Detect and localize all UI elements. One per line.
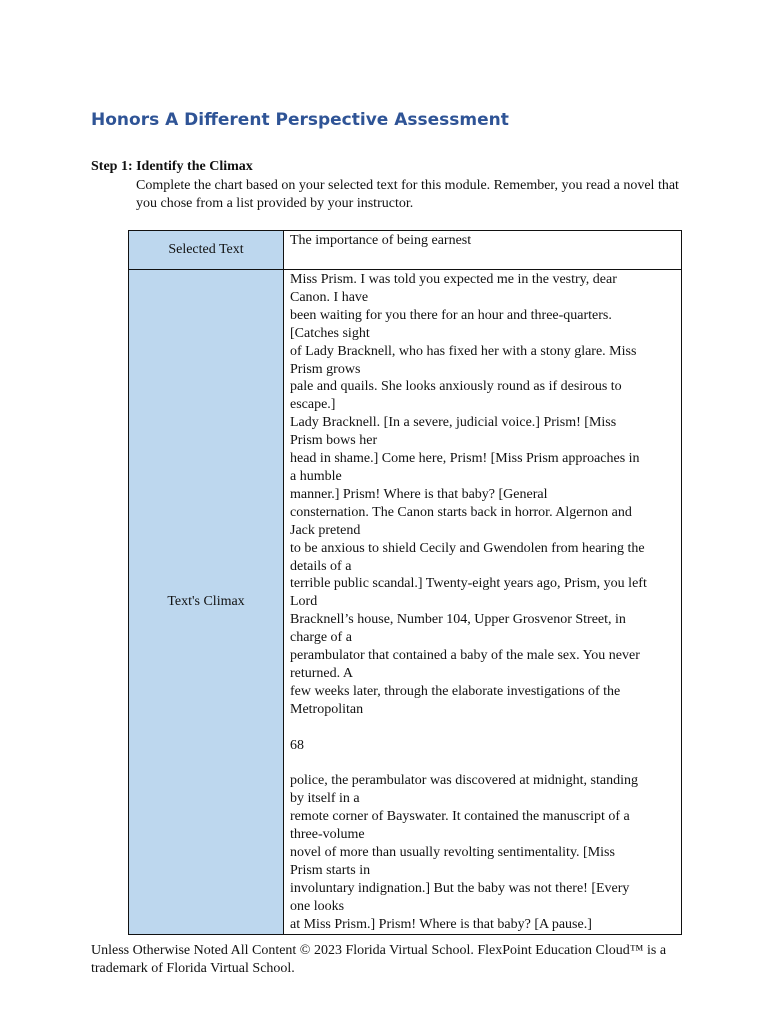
climax-text-line <box>290 719 677 737</box>
climax-text-line: details of a <box>290 558 352 574</box>
climax-text-line: one looks <box>290 898 345 914</box>
climax-text-line: escape.] <box>290 397 336 413</box>
climax-chart <box>128 230 682 935</box>
climax-text-line: Lord <box>290 594 318 610</box>
selected-text-label: Selected Text <box>129 231 284 270</box>
climax-text-line: Bracknell’s house, Number 104, Upper Grosvenor Street, in <box>290 612 626 628</box>
climax-row <box>129 270 682 935</box>
footer-copyright: Unless Otherwise Noted All Content © 2023 Florida Virtual School. FlexPoint Education Cloud™ is a trademark of Florida Virtual School. <box>91 943 667 976</box>
climax-label: Text's Climax <box>129 270 284 935</box>
climax-text-line: manner.] Prism! Where is that baby? [General <box>290 486 548 502</box>
selected-text-value: The importance of being earnest <box>284 231 682 270</box>
climax-text-line: to be anxious to shield Cecily and Gwendolen from hearing the <box>290 540 645 556</box>
climax-text-line: consternation. The Canon starts back in horror. Algernon and <box>290 504 632 520</box>
climax-text-line: terrible public scandal.] Twenty-eight years ago, Prism, you left <box>290 576 647 592</box>
climax-text-line: charge of a <box>290 630 352 646</box>
climax-text-line: [Catches sight <box>290 325 370 341</box>
climax-text-line: been waiting for you there for an hour and three-quarters. <box>290 307 612 323</box>
climax-text-line: returned. A <box>290 665 353 681</box>
climax-text-line: Lady Bracknell. [In a severe, judicial voice.] Prism! [Miss <box>290 415 617 431</box>
climax-text-line: Miss Prism. I was told you expected me in the vestry, dear <box>290 272 617 287</box>
climax-text-line: head in shame.] Come here, Prism! [Miss Prism approaches in <box>290 451 640 467</box>
instructions-text: Complete the chart based on your selected text for this module. Remember, you read a novel that you chose from a list provided by your instructor. <box>136 178 679 211</box>
climax-text-line: Prism bows her <box>290 433 378 449</box>
climax-text <box>284 270 682 935</box>
climax-text-line: Canon. I have <box>290 289 369 305</box>
climax-text-line: Metropolitan <box>290 701 364 717</box>
climax-text-line: at Miss Prism.] Prism! Where is that baby? [A pause.] <box>290 916 592 932</box>
selected-text-row <box>129 231 682 270</box>
climax-text-line: of Lady Bracknell, who has fixed her with a stony glare. Miss <box>290 343 637 359</box>
climax-text-line <box>290 754 677 772</box>
climax-text-line: pale and quails. She looks anxiously round as if desirous to <box>290 379 622 395</box>
climax-text-line: Prism starts in <box>290 862 371 878</box>
page-title: Honors A Different Perspective Assessment <box>91 110 509 130</box>
climax-text-line: a humble <box>290 468 342 484</box>
climax-text-line: Prism grows <box>290 361 361 377</box>
climax-text-line: police, the perambulator was discovered at midnight, standing <box>290 773 638 789</box>
climax-text-line: 68 <box>290 737 304 753</box>
climax-text-line: three-volume <box>290 827 365 843</box>
climax-text-line: Jack pretend <box>290 522 361 538</box>
step-heading: Step 1: Identify the Climax <box>91 159 253 174</box>
climax-text-line: remote corner of Bayswater. It contained the manuscript of a <box>290 809 630 825</box>
climax-text-line: by itself in a <box>290 791 360 807</box>
climax-text-line: novel of more than usually revolting sentimentality. [Miss <box>290 844 615 860</box>
climax-text-line: involuntary indignation.] But the baby was not there! [Every <box>290 880 630 896</box>
climax-text-line: few weeks later, through the elaborate investigations of the <box>290 683 621 699</box>
climax-text-line: perambulator that contained a baby of the male sex. You never <box>290 648 640 664</box>
